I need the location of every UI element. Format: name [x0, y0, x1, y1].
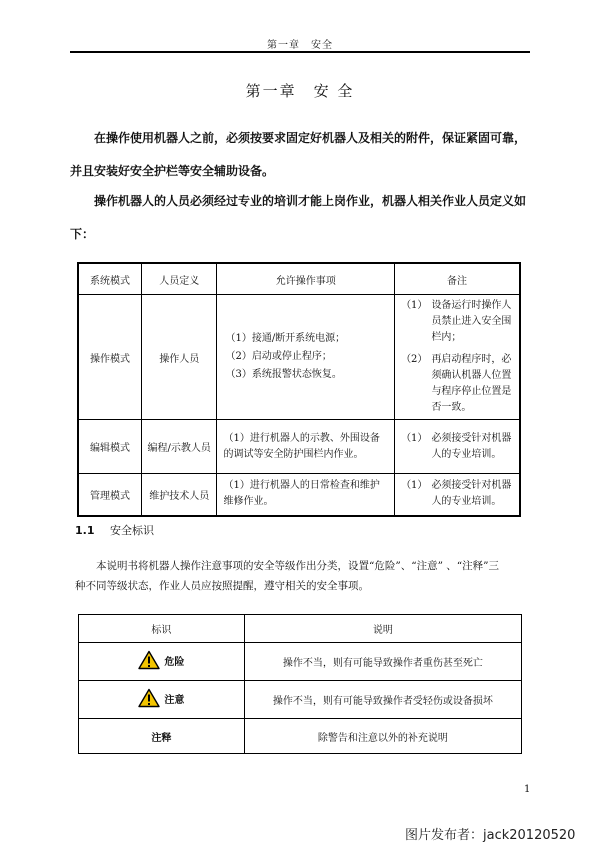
col-header-desc: 说明: [244, 615, 521, 643]
allowed-item: （2）启动或停止程序；: [225, 351, 332, 362]
section-number: 1.1: [75, 524, 95, 537]
desc-cell: 除警告和注意以外的补充说明: [244, 719, 521, 754]
warning-triangle-icon: [138, 688, 160, 708]
intro-paragraph-1: [70, 122, 530, 188]
table-row: [78, 420, 520, 474]
section-heading: [75, 522, 154, 538]
allowed-cell: （1）进行机器人的示教、外围设备的调试等安全防护围栏内作业。: [217, 420, 395, 474]
warning-triangle-icon: [138, 650, 160, 670]
sign-label: 危险: [164, 656, 185, 668]
section-body-line1: 本说明书将机器人操作注意事项的安全等级作出分类，设置“危险”、“注意” 、“注释”三: [96, 560, 500, 572]
note-text: 设备运行时操作人员禁止进入安全围栏内；: [431, 300, 512, 343]
table-row: [79, 681, 522, 719]
person-cell: 维护技术人员: [142, 474, 217, 516]
table-row: [78, 295, 520, 420]
section-body-line2: 种不同等级状态，作业人员应按照提醒，遵守相关的安全事项。: [75, 580, 369, 592]
note-num: （1）: [401, 480, 428, 492]
chapter-title: 第一章 安 全: [245, 82, 355, 100]
intro-p1-line1: 在操作使用机器人之前，必须按要求固定好机器人及相关的附件，保证紧固可靠，: [94, 131, 527, 145]
note-text: 必须接受针对机器人的专业培训。: [431, 432, 512, 460]
intro-p2-line1: 操作机器人的人员必须经过专业的培训才能上岗作业，机器人相关作业人员定义如: [94, 194, 527, 208]
caution-sign: [138, 688, 184, 708]
col-header-notes: 备注: [395, 263, 520, 295]
danger-sign: [138, 650, 184, 670]
page-number: 1: [524, 784, 531, 795]
safety-signs-table: [78, 614, 522, 754]
mode-cell: 管理模式: [78, 474, 142, 516]
sign-cell: [79, 643, 245, 681]
personnel-table-header: [78, 263, 520, 295]
personnel-table: [77, 262, 521, 517]
sign-cell: [79, 681, 245, 719]
running-header: 第一章 安全: [267, 40, 333, 51]
section-body: [75, 556, 530, 596]
notes-cell: [395, 295, 520, 420]
mode-cell: 操作模式: [78, 295, 142, 420]
allowed-cell: （1）进行机器人的日常检查和维护维修作业。: [217, 474, 395, 516]
allowed-item: （1）接通/断开系统电源；: [225, 333, 346, 344]
note-text: 必须接受针对机器人的专业培训。: [431, 480, 512, 508]
sign-label: 注意: [164, 694, 185, 706]
person-cell: 操作人员: [142, 295, 217, 420]
signs-table-header: [79, 615, 522, 643]
notes-cell: [395, 420, 520, 474]
table-row: [79, 719, 522, 754]
note-item: [401, 431, 513, 463]
table-row: [78, 474, 520, 516]
note-text: 再启动程序时，必须确认机器人位置与程序停止位置是否一致。: [431, 354, 512, 413]
header-rule: [70, 51, 530, 53]
note-num: （2）: [401, 354, 428, 365]
note-num: （1）: [401, 432, 428, 444]
note-item: [401, 298, 513, 346]
col-header-person: 人员定义: [142, 263, 217, 295]
intro-paragraph-2: [70, 185, 530, 251]
watermark: 图片发布者：jack20120520: [405, 828, 576, 843]
col-header-mode: 系统模式: [78, 263, 142, 295]
note-item: [401, 478, 513, 510]
allowed-cell: [217, 295, 395, 420]
note-item: [401, 352, 513, 416]
section-title: 安全标识: [110, 524, 154, 537]
allowed-item: （3）系统报警状态恢复。: [225, 369, 342, 380]
sign-cell: [79, 719, 245, 754]
person-cell: 编程/示教人员: [142, 420, 217, 474]
mode-cell: 编辑模式: [78, 420, 142, 474]
col-header-allowed: 允许操作事项: [217, 263, 395, 295]
note-num: （1）: [401, 300, 428, 311]
desc-cell: 操作不当，则有可能导致操作者受轻伤或设备损坏: [244, 681, 521, 719]
intro-p1-line2: 并且安装好安全护栏等安全辅助设备。: [70, 164, 275, 178]
intro-p2-line2: 下：: [70, 227, 95, 241]
col-header-sign: 标识: [79, 615, 245, 643]
notes-cell: [395, 474, 520, 516]
table-row: [79, 643, 522, 681]
note-sign-label: 注释: [151, 732, 172, 744]
desc-cell: 操作不当，则有可能导致操作者重伤甚至死亡: [244, 643, 521, 681]
